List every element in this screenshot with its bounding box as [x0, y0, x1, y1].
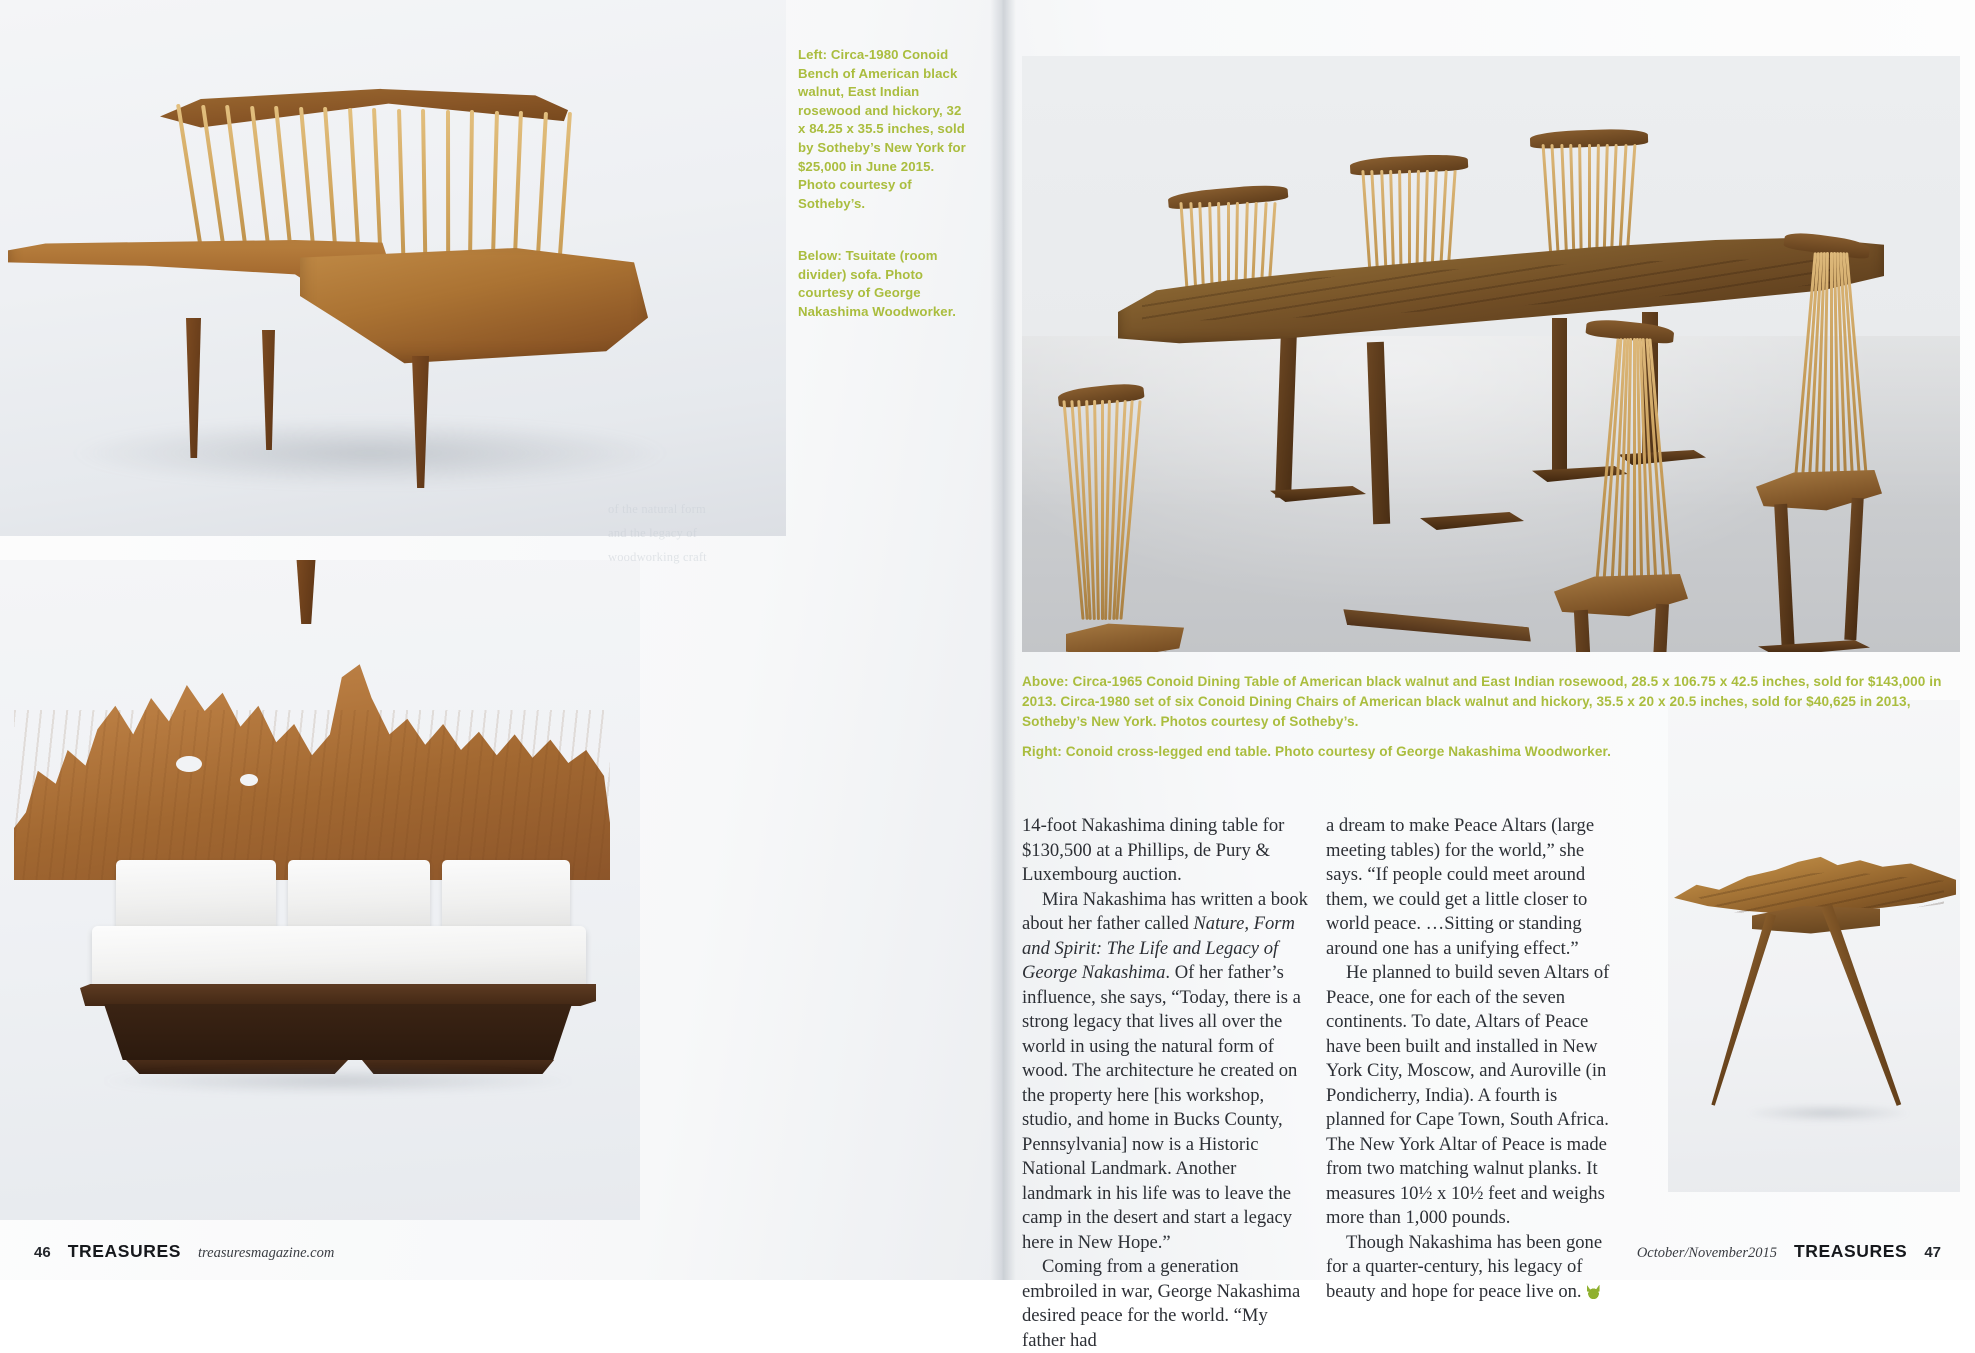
caption-above-text: Circa-1965 Conoid Dining Table of American black walnut and East Indian rosewood, 28.5 x 106.75 x 42.5 inches, sold for $143,000 in 2013. Circa-1980 set of six Conoid Dining Chairs of American black walnut and hickory, 35.5 x 20 x 20.5 inches, sold for $40,625 in 2013, Sotheby’s New York. Photos courtesy of Sotheby’s. [1022, 674, 1942, 729]
sofa-back-cushion [288, 860, 430, 934]
body-paragraph: He planned to build seven Altars of Peace, one for each of the seven continents. To date, Altars of Peace have been built and installed in New York City, Moscow, and Auroville (in Pondicherry, India). A fourth is planned for Cape Town, South Africa. The New York Altar of Peace is made from two matching walnut planks. It measures 10½ x 10½ feet and weighs more than 1,000 pounds. [1326, 961, 1612, 1231]
tsuitate-sofa-photo [0, 560, 640, 1220]
body-paragraph: 14-foot Nakashima dining table for $130,500 at a Phillips, de Pury & Luxembourg auction. [1022, 814, 1308, 888]
paragraph-text: Mira Nakashima has written a book about her father called [1022, 889, 1308, 935]
body-paragraph: a dream to make Peace Altars (large meeting tables) for the world,” she says. “If people could meet around them, we could get a little closer to world peace. …Sitting or standing around one has a unifying effect.” [1326, 814, 1612, 961]
body-paragraph [1326, 1231, 1612, 1305]
caption-below-lead: Below: [798, 248, 842, 263]
caption-right [1022, 742, 1952, 762]
end-table-leg [1819, 903, 1907, 1108]
end-table-leg [1706, 912, 1779, 1108]
caption-below-text: Tsuitate (room divider) sofa. Photo courtesy of George Nakashima Woodworker. [798, 248, 956, 319]
footer-left [34, 1241, 334, 1262]
body-paragraph: Coming from a generation embroiled in war, George Nakashima desired peace for the world. “My father had [1022, 1255, 1308, 1353]
sofa-shadow [96, 1068, 580, 1094]
book-title: Nature, Form and Spirit: The Life and Legacy of George Nakashima [1022, 913, 1295, 983]
chair-spindle [1830, 252, 1833, 478]
caption-left-text: Circa-1980 Conoid Bench of American black walnut, East Indian rosewood and hickory, 32 x 84.25 x 35.5 inches, sold by Sotheby’s New York for $25,000 in June 2015. Photo courtesy of Sotheby’s. [798, 47, 966, 211]
masthead-left: TREASURES [68, 1241, 181, 1262]
chair-spindle [1101, 400, 1104, 620]
caption-left-lead: Left: [798, 47, 827, 62]
masthead-right: TREASURES [1794, 1241, 1907, 1262]
page-gutter [990, 0, 1016, 1280]
bench-shadow [60, 418, 680, 488]
caption-left [798, 46, 966, 213]
page-number-left: 46 [34, 1244, 51, 1261]
bench-leg-showthrough [296, 560, 316, 624]
sofa-seat-cushion [92, 926, 586, 988]
chair-spindle [1633, 338, 1636, 582]
bench-spindle [225, 105, 249, 261]
website-url[interactable]: treasuresmagazine.com [198, 1245, 334, 1262]
caption-below [798, 247, 966, 321]
article-end-mark-icon [1587, 1286, 1600, 1299]
footer-right [1637, 1241, 1941, 1262]
showthrough-line: woodworking craft [608, 548, 778, 567]
body-column-1 [1022, 814, 1308, 1353]
sofa-frame-rail [80, 984, 596, 1006]
sofa-back-cushion [442, 860, 570, 934]
conoid-bench-photo [0, 0, 786, 536]
chair-spindle-group [1804, 252, 1858, 478]
chair-spindle-group [1606, 338, 1662, 582]
caption-above-lead: Above: [1022, 674, 1069, 689]
issue-date: October/November2015 [1637, 1245, 1777, 1262]
showthrough-line: of the natural form [608, 500, 778, 519]
sofa-back-cushion [116, 860, 276, 934]
conoid-end-table-photo [1668, 700, 1960, 1192]
paragraph-text: Though Nakashima has been gone for a quarter-century, his legacy of beauty and hope for peace live on. [1326, 1232, 1602, 1302]
body-column-2 [1326, 814, 1612, 1304]
conoid-dining-set-photo [1022, 56, 1960, 652]
page-number-right: 47 [1924, 1244, 1941, 1261]
chair-spindle-group [1072, 400, 1132, 620]
caption-above [1022, 672, 1952, 732]
end-table-shadow [1744, 1104, 1912, 1122]
slab-void [176, 756, 202, 772]
bench-spindle [201, 104, 227, 257]
bench-spindle [176, 104, 203, 253]
table-leg [1552, 318, 1567, 474]
body-paragraph [1022, 888, 1308, 1256]
slab-wood-grain [14, 710, 610, 880]
showthrough-line: and the legacy of [608, 524, 778, 543]
paragraph-text: . Of her father’s influence, she says, “Today, there is a strong legacy that lives all over the world in using the natural form of wood. The architecture he created on the property here [his workshop, studio, and home in Bucks County, Pennsylvania] now is a Historic National Landmark. Another landmark in his life was to leave the camp in the desert and start a legacy here in New Hope.” [1022, 962, 1301, 1253]
sofa-base [104, 1004, 572, 1060]
slab-void [240, 774, 258, 786]
caption-right-lead: Right: [1022, 744, 1062, 759]
caption-right-text: Conoid cross-legged end table. Photo courtesy of George Nakashima Woodworker. [1062, 744, 1611, 759]
bench-seat-right [300, 248, 648, 368]
